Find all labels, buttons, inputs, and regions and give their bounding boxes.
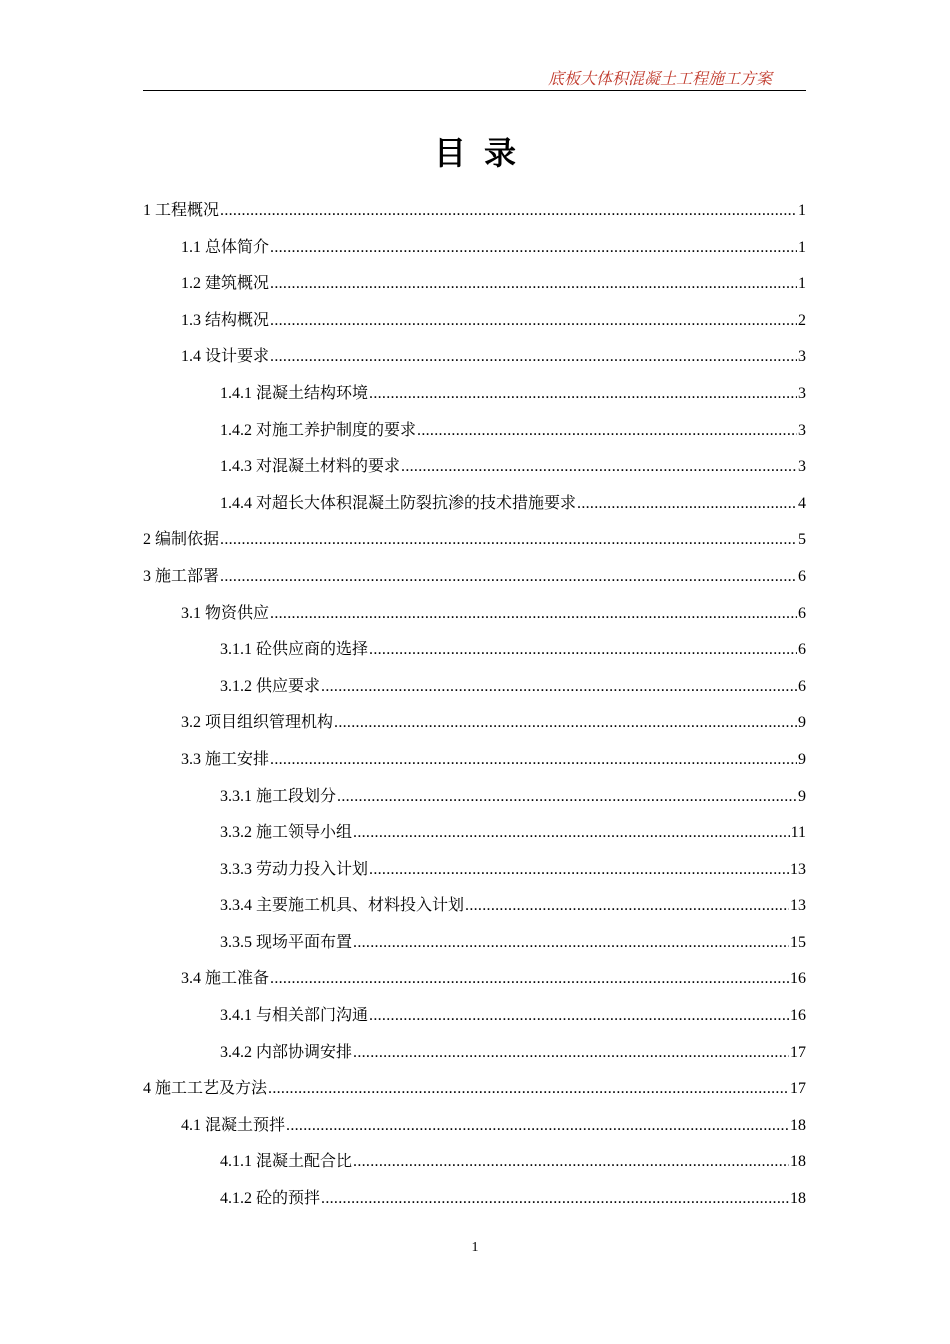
toc-entry[interactable] [143, 338, 806, 375]
toc-entry-page: 18 [790, 1116, 806, 1134]
toc-entry-title: 混凝土预拌 [205, 1114, 286, 1134]
toc-entry-page: 1 [798, 238, 806, 256]
toc-entry-page: 1 [798, 275, 806, 293]
toc-entry-number: 3.3.1 [220, 787, 252, 805]
toc-entry[interactable] [143, 1034, 806, 1071]
page-header [143, 66, 806, 91]
toc-leader-dots [268, 1071, 789, 1108]
toc-leader-dots [286, 1108, 789, 1145]
toc-entry-page: 1 [798, 202, 806, 219]
toc-entry-number: 3.4.1 [220, 1007, 252, 1025]
toc-entry-page: 16 [790, 1007, 806, 1025]
toc-leader-dots [369, 998, 789, 1035]
toc-entry-page: 3 [798, 421, 806, 439]
toc-entry-page: 9 [798, 714, 806, 732]
toc-entry-page: 15 [790, 933, 806, 951]
toc-entry[interactable] [143, 192, 806, 229]
toc-entry-page: 2 [798, 311, 806, 329]
toc-entry[interactable] [143, 997, 806, 1034]
toc-entry-number: 1.2 [181, 275, 201, 293]
toc-entry-page: 13 [790, 897, 806, 915]
toc-entry-page: 6 [798, 567, 806, 585]
toc-entry-title: 施工安排 [205, 748, 270, 768]
toc-leader-dots [353, 815, 790, 852]
toc-entry-page: 3 [798, 384, 806, 402]
toc-entry-number: 1.4.3 [220, 458, 252, 476]
toc-leader-dots [270, 230, 797, 267]
toc-entry[interactable] [143, 302, 806, 339]
table-of-contents [143, 192, 806, 1217]
toc-entry-number: 2 [143, 531, 151, 549]
toc-entry-number: 3.1.1 [220, 641, 252, 659]
toc-entry-number: 3.3 [181, 750, 201, 768]
toc-leader-dots [465, 888, 789, 925]
toc-entry-number: 4.1.2 [220, 1190, 252, 1208]
toc-leader-dots [321, 1181, 789, 1218]
toc-entry-page: 3 [798, 458, 806, 476]
toc-entry-number: 1.4 [181, 348, 201, 366]
toc-entry-title: 对混凝土材料的要求 [256, 456, 401, 476]
toc-entry-number: 3.3.2 [220, 824, 252, 842]
toc-entry-page: 17 [790, 1043, 806, 1061]
toc-leader-dots [334, 705, 797, 742]
toc-entry[interactable] [143, 229, 806, 266]
toc-leader-dots [401, 449, 797, 486]
toc-entry-title: 编制依据 [155, 529, 220, 549]
toc-leader-dots [337, 779, 797, 816]
toc-entry-title: 总体简介 [205, 236, 270, 256]
toc-entry[interactable] [143, 485, 806, 522]
toc-entry-title: 项目组织管理机构 [205, 712, 334, 732]
toc-entry-page: 17 [790, 1080, 806, 1098]
toc-entry-page: 4 [798, 494, 806, 512]
toc-entry-title: 设计要求 [205, 346, 270, 366]
toc-entry-page: 5 [798, 531, 806, 549]
toc-entry-number: 3.4.2 [220, 1043, 252, 1061]
toc-entry-number: 4 [143, 1080, 151, 1098]
page-title: 目录 [433, 134, 534, 172]
toc-entry-number: 1.4.4 [220, 494, 252, 512]
toc-entry[interactable] [143, 558, 806, 595]
toc-entry-title: 施工段划分 [256, 785, 337, 805]
toc-entry-title: 施工领导小组 [256, 822, 353, 842]
toc-entry-number: 1.4.2 [220, 421, 252, 439]
toc-entry-page: 6 [798, 641, 806, 659]
toc-leader-dots [270, 596, 797, 633]
toc-entry-number: 3.4 [181, 970, 201, 988]
toc-entry-number: 3.3.4 [220, 897, 252, 915]
toc-entry-page: 9 [798, 750, 806, 768]
toc-leader-dots [369, 376, 797, 413]
toc-entry-number: 1 [143, 202, 151, 219]
toc-entry-title: 砼的预拌 [256, 1188, 321, 1208]
toc-entry-title: 与相关部门沟通 [256, 1005, 369, 1025]
toc-entry-title: 施工准备 [205, 968, 270, 988]
toc-leader-dots [353, 1035, 789, 1072]
toc-entry[interactable] [143, 595, 806, 632]
toc-leader-dots [369, 852, 789, 889]
toc-entry[interactable] [143, 1070, 806, 1107]
toc-entry-page: 18 [790, 1190, 806, 1208]
toc-entry[interactable] [143, 704, 806, 741]
toc-entry-number: 3.3.5 [220, 933, 252, 951]
toc-entry-title: 建筑概况 [205, 273, 270, 293]
toc-leader-dots [270, 742, 797, 779]
toc-entry[interactable] [143, 1180, 806, 1217]
toc-entry-number: 1.4.1 [220, 384, 252, 402]
toc-entry-number: 3.2 [181, 714, 201, 732]
toc-leader-dots [417, 413, 797, 450]
toc-entry-number: 1.3 [181, 311, 201, 329]
toc-entry-title: 内部协调安排 [256, 1041, 353, 1061]
toc-entry-page: 6 [798, 677, 806, 695]
toc-entry-number: 3.1.2 [220, 677, 252, 695]
toc-leader-dots [220, 559, 797, 596]
toc-entry-page: 3 [798, 348, 806, 366]
toc-entry[interactable] [143, 1107, 806, 1144]
toc-entry-page: 16 [790, 970, 806, 988]
toc-entry-title: 对超长大体积混凝土防裂抗渗的技术措施要求 [256, 492, 577, 512]
toc-entry-page: 6 [798, 604, 806, 622]
toc-entry[interactable] [143, 741, 806, 778]
page-number: 1 [471, 1240, 479, 1255]
toc-entry-title: 结构概况 [205, 309, 270, 329]
toc-entry[interactable] [143, 668, 806, 705]
toc-leader-dots [353, 1144, 789, 1181]
toc-entry[interactable] [143, 412, 806, 449]
toc-entry[interactable] [143, 521, 806, 558]
toc-entry-number: 4.1.1 [220, 1153, 252, 1171]
toc-entry-title: 混凝土结构环境 [256, 382, 369, 402]
toc-leader-dots [321, 669, 797, 706]
toc-leader-dots [270, 303, 797, 340]
toc-leader-dots [270, 266, 797, 303]
toc-entry-title: 现场平面布置 [256, 931, 353, 951]
toc-entry-page: 18 [790, 1153, 806, 1171]
toc-leader-dots [270, 339, 797, 376]
toc-entry[interactable] [143, 924, 806, 961]
toc-entry[interactable] [143, 265, 806, 302]
toc-entry-page: 9 [798, 787, 806, 805]
toc-entry-number: 3.1 [181, 604, 201, 622]
header-title: 底板大体积混凝土工程施工方案 [547, 69, 772, 88]
toc-leader-dots [220, 193, 797, 230]
toc-leader-dots [353, 925, 789, 962]
toc-entry-title: 供应要求 [256, 675, 321, 695]
toc-entry-title: 主要施工机具、材料投入计划 [256, 895, 465, 915]
toc-entry[interactable] [143, 375, 806, 412]
toc-entry-number: 3.3.3 [220, 860, 252, 878]
toc-entry-page: 13 [790, 860, 806, 878]
toc-entry[interactable] [143, 778, 806, 815]
toc-leader-dots [220, 522, 797, 559]
toc-entry-title: 施工工艺及方法 [155, 1078, 268, 1098]
toc-entry[interactable] [143, 448, 806, 485]
toc-entry-title: 砼供应商的选择 [256, 639, 369, 659]
toc-entry-title: 混凝土配合比 [256, 1151, 353, 1171]
toc-leader-dots [369, 632, 797, 669]
toc-entry-number: 1.1 [181, 238, 201, 256]
toc-entry[interactable] [143, 851, 806, 888]
toc-entry[interactable] [143, 887, 806, 924]
toc-entry[interactable] [143, 1143, 806, 1180]
toc-entry-title: 工程概况 [155, 200, 220, 219]
toc-leader-dots [270, 961, 789, 998]
toc-entry[interactable] [143, 814, 806, 851]
toc-entry-title: 物资供应 [205, 602, 270, 622]
toc-leader-dots [577, 486, 797, 523]
toc-entry-number: 3 [143, 567, 151, 585]
toc-entry-title: 施工部署 [155, 565, 220, 585]
toc-entry-title: 对施工养护制度的要求 [256, 419, 417, 439]
toc-entry[interactable] [143, 960, 806, 997]
toc-entry-title: 劳动力投入计划 [256, 858, 369, 878]
toc-entry-number: 4.1 [181, 1116, 201, 1134]
toc-entry-page: 11 [790, 824, 806, 842]
toc-entry[interactable] [143, 631, 806, 668]
